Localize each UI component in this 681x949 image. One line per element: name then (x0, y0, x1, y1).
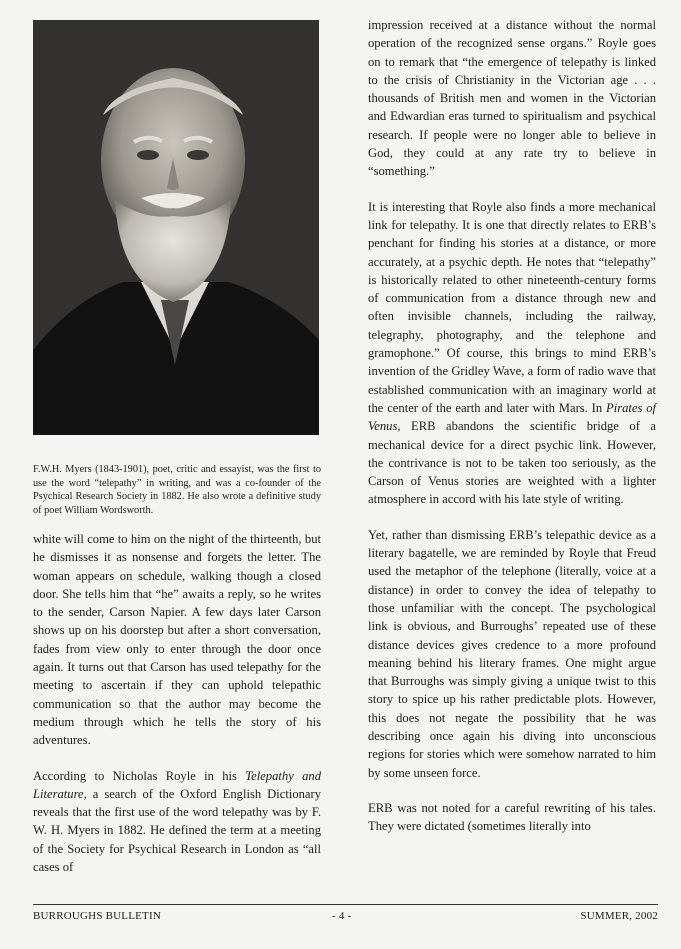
right-column (368, 16, 656, 852)
left-paragraph-1: white will come to him on the night of the thirteenth, but he dismisses it as nonsense and forgets the letter. The woman appears on schedule, walking though a closed door. She tells him that “he” awaits a reply, so he writes to the sender, Carson Napier. A few days later Carson shows up on his doorstep but after a short conversation, fades from view only to enter through the door once again. It turns out that Carson has used telepathy for the meeting to ascertain if they can uphold telepathic communication so that the author may become the medium through which he tells the story of his adventures. (33, 532, 321, 748)
right-paragraph-2-text-b: , ERB abandons the scientific bridge of a mechanical device for a direct psychic link. However, the contrivance is not to be taken too seriously, as the Carson of Venus stories are weighted with a lighter atmosphere in accord with his late style of writing. (368, 419, 656, 507)
footer-page-number: - 4 - (332, 910, 352, 922)
left-paragraph-2-text-a: According to Nicholas Royle in his (33, 768, 246, 783)
footer-publication: BURROUGHS BULLETIN (33, 910, 161, 922)
left-column (33, 530, 321, 893)
footer-issue-date: SUMMER, 2002 (580, 910, 658, 922)
left-paragraph-2-text-b: , a search of the Oxford English Dictionary reveals that the first use of the word telepathy was by F. W. H. Myers in 1882. He defined the term at a meeting of the Society for Psychical Research in London as “all cases of (33, 786, 321, 875)
portrait-photo (33, 20, 319, 435)
photo-caption: F.W.H. Myers (1843-1901), poet, critic and essayist, was the first to use the word “telepathy” in writing, and was a co-founder of the Psychical Research Society in 1882. He also wrote a definitive study of poet William Wordsworth. (33, 464, 321, 516)
right-paragraph-4: ERB was not noted for a careful rewriting of his tales. They were dictated (sometimes literally into (368, 800, 656, 834)
right-paragraph-2 (368, 198, 656, 509)
book-title-pirates-of-venus: Pirates of Venus (368, 400, 657, 434)
right-paragraph-2-text-a: It is interesting that Royle also finds a more mechanical link for telepathy. It is one that directly relates to ERB’s penchant for finding his stories at a distance, or more accurately, at a psychic depth. He notes that “telepathy” is historically related to other nineteenth-century forms of communication from a distance through new and often invisible channels, including the railway, telegraphy, photography, and the telephone and gramophone.” Of course, this brings to mind ERB’s invention of the Gridley Wave, a form of radio wave that established communication with an imaginary world at the center of the earth and later with Mars. In (368, 199, 656, 415)
left-paragraph-2 (33, 767, 321, 877)
footer-rule (33, 904, 658, 905)
right-paragraph-1: impression received at a distance without the normal operation of the recognized sense organs.” Royle goes on to remark that “the emergence of telepathy is linked to the crisis of Christianity in the Victorian age . . . thousands of British men and women in the Victorian and Edwardian eras turned to spiritualism and psychical research. If people were no longer able to believe in God, they could at any rate try to believe in “something.” (368, 18, 656, 179)
right-paragraph-3: Yet, rather than dismissing ERB’s telepathic device as a literary bagatelle, we are reminded by Royle that Freud used the metaphor of the telephone (literally, voice at a distance) in order to convey the idea of telepathy to those unfamiliar with the concept. The psychological link is obvious, and Burroughs’ repeated use of these distance devices gives credence to a more profound meaning behind his literary frames. One might argue that Burroughs was simply giving a unique twist to this story to spice up his rather predictable plots. However, this does not negate the possibility that he was describing once again his diving into unconscious regions for stories which were somehow narrated to him by some unseen force. (368, 527, 656, 780)
book-title-telepathy-and-literature: Telepathy and Literature (33, 768, 322, 801)
portrait-illustration (33, 20, 319, 435)
